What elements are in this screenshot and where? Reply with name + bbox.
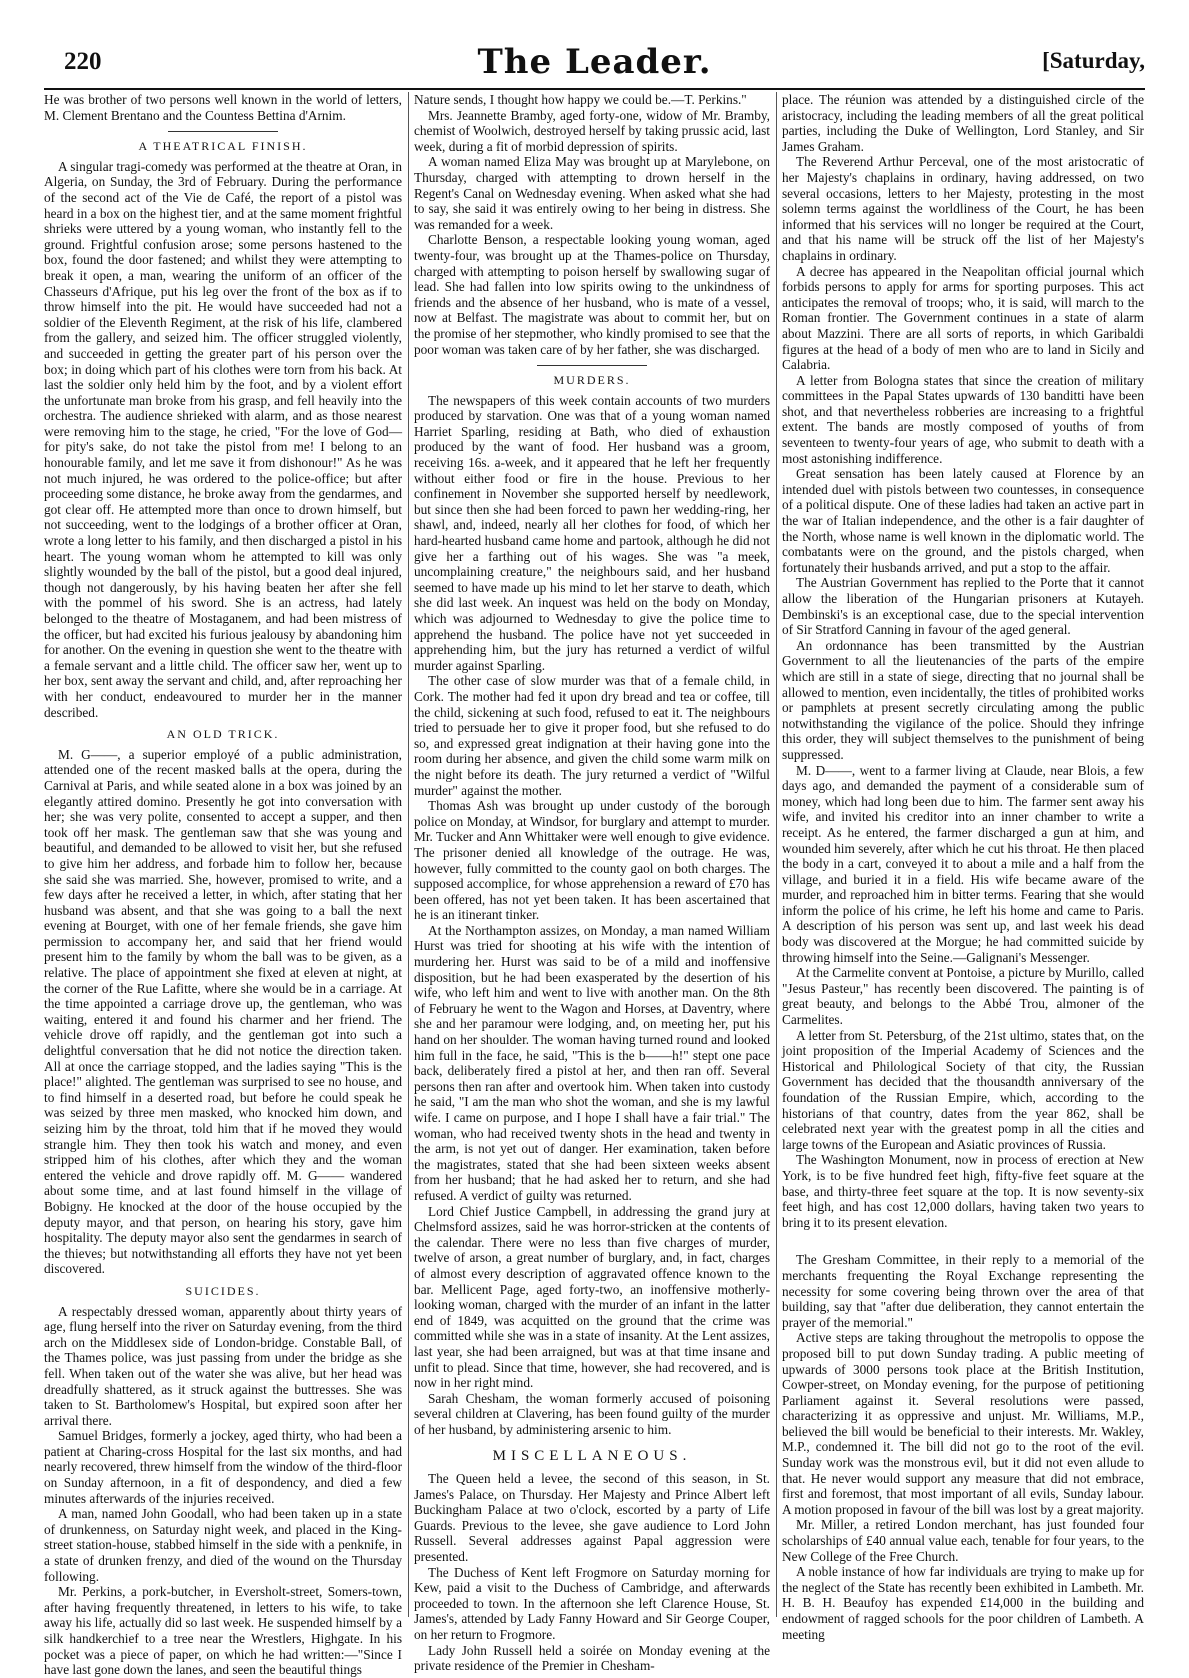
paragraph: The newspapers of this week contain accounts of two murders produced by starvation. One was that of a young woman named Harriet Sparling, residing at Bath, who died of exhaustion produced by the want of food. Her husband was a groom, receiving 16s. a-week, and it appeared that he left her frequently without either food or fire in the house. Previous to her confinement in November she supported herself by needlework, but since then she had been forced to pawn her wedding-ring, her shawl, and, indeed, nearly all her clothes for food, of which her hard-hearted husband came home and partook, although he did not give her a farthing out of his wages. She was "a meek, uncomplaining creature," the neighbours said, and her husband seemed to have made up his mind to let her starve to death, which she did last week. An inquest was held on the body on Monday, which was adjourned to Wednesday to give the police time to apprehend the husband. The police have not yet succeeded in apprehending him, but the jury has returned a verdict of wilful murder against Sparling.	[414, 392, 770, 673]
page-number: 220	[64, 48, 102, 75]
paragraph: A letter from St. Petersburg, of the 21st ultimo, states that, on the joint proposition of the Imperial Academy of Sciences and the Historical and Philological Society of that city, the Russian Government has decided that the thousandth anniversary of the foundation of the Russian Empire, which, according to the historians of that country, dates from the year 862, shall be celebrated next year with the greatest pomp in all the cities and large towns of the European and Asiatic provinces of Russia.	[782, 1027, 1144, 1152]
column-3	[782, 92, 1144, 1642]
paragraph: A singular tragi-comedy was performed at the theatre at Oran, in Algeria, on Sunday, the 3rd of February. During the performance of the second act of the Vie de Café, the report of a pistol was heard in a box on the highest tier, and at the same moment frightful shrieks were uttered by a young woman, who instantly fell to the ground. Frightful confusion arose; some persons hastened to the box, found the door fastened; and whilst they were attempting to break it open, a man, wearing the uniform of an officer of the Chasseurs d'Afrique, put his leg over the front of the box as if to throw himself into the pit. He would have succeeded had not a soldier of the Eleventh Regiment, at the risk of his life, clambered from the gallery, and seized him. The officer struggled violently, and succeeded in getting the greater part of his person over the box; in doing which part of his clothes were torn from his back. At last the soldier only held him by the foot, and by a violent effort the unfortunate man broke from his grasp, and fell heavily into the orchestra. The audience shrieked with alarm, and as those nearest were removing him to the stage, he cried, "For the love of God—for pity's sake, do not take the pistol from me! I belong to an honourable family, and let me save it from dishonour!" As he was not much injured, he was ordered to the police-office; but after proceeding some distance, he broke away from the gendarmes, and got clear off. He attempted more than once to drown himself, but not succeeding, went to the lodgings of a brother officer at Oran, wrote a long letter to his family, and then discharged a pistol in his heart. The young woman whom he attempted to kill was only slightly wounded by the ball of the pistol, but a good deal injured, though not dangerously, by his having beaten her after she fell with the pommel of his sword. She is an actress, had lately belonged to the theatre of Mostaganem, and had been mistress of the officer, but had excited his furious jealousy by abandoning him for another. On the evening in question she went to the theatre with a female servant and a little child. The officer saw her, went up to her box, sent away the servant and child, and, after reproaching her with her conduct, endeavoured to murder her in the manner described.	[44, 158, 402, 720]
newspaper-title: The Leader.	[477, 42, 712, 82]
paragraph: A respectably dressed woman, apparently about thirty years of age, flung herself into the river on Saturday evening, from the third arch on the Middlesex side of London-bridge. Constable Ball, of the Thames police, was just passing from under the bridge as she fell. When taken out of the water she was alive, but her head was dreadfully shattered, as it struck against the buttresses. She was taken to St. Bartholomew's Hospital, but expired soon after her arrival there.	[44, 1303, 402, 1428]
paragraph: A man, named John Goodall, who had been taken up in a state of drunkenness, on Saturday night week, and placed in the King-street station-house, stabbed himself in the side with a penknife, in a state of drunken frenzy, and died of the wound on the Thursday following.	[44, 1506, 402, 1584]
paragraph: Lady John Russell held a soirée on Monday evening at the private residence of the Premier in Chesham-	[414, 1642, 770, 1674]
section-rule	[168, 131, 278, 132]
paragraph: A woman named Eliza May was brought up at Marylebone, on Thursday, charged with attempting to drown herself in the Regent's Canal on Wednesday evening. When asked what she had to say, she said it was entirely owing to her being in distress. She was remanded for a week.	[414, 154, 770, 232]
paragraph: The Duchess of Kent left Frogmore on Saturday morning for Kew, paid a visit to the Duchess of Cambridge, and afterwards proceeded to town. In the afternoon she left Clarence House, St. James's, attended by Lady Fanny Howard and Sir George Couper, on her return to Frogmore.	[414, 1564, 770, 1642]
column-divider	[776, 92, 777, 1617]
section-gap	[782, 1230, 1144, 1252]
paragraph: Mr. Perkins, a pork-butcher, in Eversholt-street, Somers-town, after having frequently threatened, in letters to his wife, to take away his life, actually did so last week. He suspended himself by a silk handkerchief to a tree near the Wrestlers, Highgate. In his pocket was a piece of paper, on which he had written:—"Since I have last gone down the lanes, and seen the beautiful things	[44, 1584, 402, 1678]
section-heading: MURDERS.	[553, 373, 631, 388]
paragraph: At the Northampton assizes, on Monday, a man named William Hurst was tried for shooting at his wife with the intention of murdering her. Hurst was said to be of a mild and inoffensive disposition, but he had been exasperated by the desertion of his wife, who left him and went to live with another man. On the 8th of February he went to the Wagon and Horses, at Daventry, where she and her paramour were lodging, and, on meeting her, put his hand on her shoulder. The woman having turned round and looked him full in the face, he said, "This is the b——h!" stept one pace back, deliberately fired a pistol at her, and then ran off. Several persons then ran after and overtook him. When taken into custody he said, "I am the man who shot the woman, and she is my lawful wife. I came on purpose, and I hope I shall have a fair trial." The woman, who had received twenty shots in the head and twenty in the arm, is not yet out of danger. Her examination, taken before the magistrates, stated that she had been sixteen weeks absent from her husband; that he had asked her to return, and she had refused. A verdict of guilty was returned.	[414, 922, 770, 1203]
paragraph: An ordonnance has been transmitted by the Austrian Government to all the lieutenancies of the parts of the empire which are still in a state of siege, directing that no journal shall be allowed to mention, even incidentally, the titles of prohibited works or pamphlets at present secretly circulating among the public notwithstanding the vigilance of the police. Should they infringe this order, they will subject themselves to the punishment of being suppressed.	[782, 637, 1144, 762]
paragraph: Mrs. Jeannette Bramby, aged forty-one, widow of Mr. Bramby, chemist of Woolwich, destroyed herself by taking prussic acid, last week, during a fit of morbid depression of spirits.	[414, 107, 770, 154]
paragraph: The Queen held a levee, the second of this season, in St. James's Palace, on Thursday. Her Majesty and Prince Albert left Buckingham Palace at two o'clock, escorted by a party of Life Guards. Previous to the levee, she gave audience to Lord John Russell. Several addresses against Papal aggression were presented.	[414, 1471, 770, 1565]
paragraph: Mr. Miller, a retired London merchant, has just founded four scholarships of £40 annual value each, tenable for four years, to the New College of the Free Church.	[782, 1517, 1144, 1564]
paragraph: Thomas Ash was brought up under custody of the borough police on Monday, at Windsor, for burglary and attempt to murder. Mr. Tucker and Ann Whittaker were well enough to give evidence. The prisoner denied all knowledge of the outrage. He was, however, fully committed to the county gaol on both charges. The supposed accomplice, for whose apprehension a reward of £70 has been offered, has not yet been taken. It has been ascertained that he is an itinerant tinker.	[414, 798, 770, 923]
paragraph: A letter from Bologna states that since the creation of military committees in the Papal States upwards of 130 banditti have been shot, and that nevertheless robberies are increasing to a frightful extent. The bands are mostly composed of youths of from seventeen to twenty-four years of age, who submit to death with a most astonishing indifference.	[782, 372, 1144, 466]
paragraph: Lord Chief Justice Campbell, in addressing the grand jury at Chelmsford assizes, said he was horror-stricken at the contents of the calendar. There were no less than five charges of murder, twelve of arson, a great number of burglary, and, in fact, charges of almost every description of aggravated offence known to the bar. Mellicent Page, aged forty-two, an inoffensive motherly-looking woman, charged with the murder of an infant in the latter end of 1849, was acquitted on the ground that the crime was committed while she was in a state of insanity. At the Lent assizes, last year, she had been arraigned, but was at that time insane and unfit to plead. Since that time, however, she had recovered, and is now in her right mind.	[414, 1203, 770, 1391]
paragraph: Charlotte Benson, a respectable looking young woman, aged twenty-four, was brought up at the Thames-police on Thursday, charged with attempting to poison herself by swallowing sugar of lead. She had fallen into low spirits owing to the unkindness of friends and the absence of her husband, who is mate of a vessel, now at Belfast. The magistrate was about to commit her, but on the promise of her stepmother, who kindly promised to see that the poor woman was taken care of by her father, she was discharged.	[414, 232, 770, 357]
section-heading: MISCELLANEOUS.	[492, 1448, 692, 1465]
paragraph: place. The réunion was attended by a distinguished circle of the aristocracy, including the leading members of all the great political parties, including the Duke of Wellington, Lord Stanley, and Sir James Graham.	[782, 92, 1144, 154]
paragraph: A decree has appeared in the Neapolitan official journal which forbids persons to apply for arms for sporting purposes. This act anticipates the removal of troops; who, it is said, will march to the Roman frontier. The Government continues in a state of alarm about Mazzini. There are all sorts of reports, in which Garibaldi figures at the head of a body of men who are to land in Sicily and Calabria.	[782, 263, 1144, 373]
paragraph: Sarah Chesham, the woman formerly accused of poisoning several children at Clavering, has been found guilty of the murder of her husband, by administering arsenic to him.	[414, 1390, 770, 1437]
paragraph: The Washington Monument, now in process of erection at New York, is to be five hundred feet high, fifty-five feet square at the base, and thirty-three feet square at the top. It is now seventy-six feet high, and has cost 12,000 dollars, having taken two years to bring it to its present elevation.	[782, 1152, 1144, 1230]
column-2	[414, 92, 770, 1674]
section-rule	[537, 365, 647, 366]
paragraph: The Reverend Arthur Perceval, one of the most aristocratic of her Majesty's chaplains in ordinary, having addressed, on two several occasions, letters to her Majesty, protesting in the most solemn terms against the worldliness of the Court, he has been informed that his services will no longer be required at the Court, and that his name will be struck off the list of her Majesty's chaplains in ordinary.	[782, 154, 1144, 263]
paragraph: Nature sends, I thought how happy we could be.—T. Perkins."	[414, 92, 747, 107]
section-heading: SUICIDES.	[185, 1283, 261, 1298]
section-heading: AN OLD TRICK.	[166, 727, 280, 742]
paragraph: M. D——, went to a farmer living at Claude, near Blois, a few days ago, and demanded the payment of a considerable sum of money, which had long been due to him. The farmer sent away his wife, and invited his creditor into an inner chamber to write a receipt. As he entered, the farmer discharged a gun at him, and wounded him severely, after which he cut his throat. He then placed the body in a cart, conveyed it to about a mile and a half from the village, and buried it in a field. His wife became aware of the murder, and reproached him in bitter terms. Fearing that she would inform the police of his crime, he left his home and came to Paris. A description of his person was sent up, and last week his dead body was discovered at the Morgue; he had committed suicide by throwing himself into the Seine.—Galignani's Messenger.	[782, 762, 1144, 965]
section-heading: A THEATRICAL FINISH.	[138, 139, 308, 154]
paragraph: At the Carmelite convent at Pontoise, a picture by Murillo, called "Jesus Pasteur," has recently been discovered. The painting is of great beauty, and belongs to the Abbé Trou, almoner of the Carmelites.	[782, 965, 1144, 1028]
paragraph: He was brother of two persons well known in the world of letters, M. Clement Brentano and the Countess Bettina d'Arnim.	[44, 92, 402, 123]
paragraph: The Gresham Committee, in their reply to a memorial of the merchants frequenting the Royal Exchange representing the necessity for some covering being thrown over the area of that building, say that "after due deliberation, they cannot entertain the prayer of the memorial."	[782, 1252, 1144, 1330]
paragraph: M. G——, a superior employé of a public administration, attended one of the recent masked balls at the opera, during the Carnival at Paris, and while seated alone in a box was joined by an elegantly attired domino. Presently he got into conversation with her; she was very polite, consented to accept a supper, and then took off her mask. The gentleman saw that she was young and beautiful, and demanded to be allowed to visit her, but she refused to give him her address, and forbade him to follow her, because she said she was married. She, however, promised to write, and a few days after he received a letter, in which, after stating that her husband was absent, and that she was going to a ball the next evening at Bourget, with one of her female friends, she gave him permission to accompany her, and said that her friend would present him to the family by whom the ball was to be given, as a relative. The place of appointment she fixed at eleven at night, at the corner of the Rue Lafitte, where she would be in a carriage. At the time appointed a carriage drove up, the gentleman, who was waiting, entered it and found his charmer and her friend. The vehicle drove off rapidly, and the gentleman got into such a delightful conversation that he did not notice the direction taken. All at once the carriage stopped, and the ladies saying "This is the place!" alighted. The gentleman was surprised to see no house, and to find himself in a deserted road, but before he could speak he was seized by three men masked, who knocked him down, and seizing him by the throat, told him that if he moved they would strangle him. They then took his watch and money, and even stripped him of his clothes, after which they and the woman entered the vehicle and drove rapidly off. M. G—— wandered about some time, and at last found himself in the village of Bobigny. He knocked at the door of the house occupied by the deputy mayor, and that person, on hearing his story, gave him hospitality. The deputy mayor also sent the gendarmes in search of the thieves; but notwithstanding all efforts they have not yet been discovered.	[44, 746, 402, 1277]
paragraph: Samuel Bridges, formerly a jockey, aged thirty, who had been a patient at Charing-cross Hospital for the last six months, and had nearly recovered, threw himself from the window of the third-floor on Sunday afternoon, in a fit of despondency, and died a few minutes afterwards of the injuries received.	[44, 1428, 402, 1506]
column-1	[44, 92, 402, 1678]
masthead-rule	[44, 88, 1145, 90]
paragraph: The other case of slow murder was that of a female child, in Cork. The mother had fed it upon dry bread and tea or coffee, till the child, sickening at such food, refused to eat it. The neighbours tried to persuade her to give it proper food, but she refused to do so, and expressed great indignation at their having gone into the room during her absence, and given the child some warm milk on the night before its death. The jury returned a verdict of "Wilful murder" against the mother.	[414, 673, 770, 798]
paragraph: The Austrian Government has replied to the Porte that it cannot allow the liberation of the Hungarian prisoners at Kutayeh. Dembinski's is an exceptional case, due to the special intervention of Sir Stratford Canning in favour of the aged general.	[782, 575, 1144, 638]
paragraph: Active steps are taking throughout the metropolis to oppose the proposed bill to put down Sunday trading. A public meeting of upwards of 3000 persons took place at the British Institution, Cowper-street, on Monday evening, for the purpose of petitioning Parliament against it. Several resolutions were passed, characterizing it as oppressive and unjust. Mr. Williams, M.P., believed the bill would be beneficial to their interests. Mr. Wakley, M.P., condemned it. The bill did not go to the root of the evil. Sunday work was the monstrous evil, but it did not even allude to that. He never would support any measure that did not embrace, first and foremost, that most important of all evils, Sunday labour. A motion proposed in favour of the bill was lost by a great majority.	[782, 1330, 1144, 1517]
issue-day: [Saturday,	[1042, 48, 1145, 73]
paragraph: Great sensation has been lately caused at Florence by an intended duel with pistols between two countesses, in consequence of a political dispute. One of these ladies had taken an active part in the war of Italian independence, and the other is a fair daughter of the North, whose name is well known in the diplomatic world. The combatants were on the ground, and the pistols charged, when fortunately their husbands arrived, and put a stop to the affair.	[782, 466, 1144, 575]
column-divider	[408, 92, 409, 1617]
masthead	[44, 38, 1145, 86]
paragraph: A noble instance of how far individuals are trying to make up for the neglect of the State has recently been exhibited in Lambeth. Mr. H. B. H. Beaufoy has expended £14,000 in the building and endowment of ragged schools for the poor children of Lambeth. A meeting	[782, 1564, 1144, 1642]
